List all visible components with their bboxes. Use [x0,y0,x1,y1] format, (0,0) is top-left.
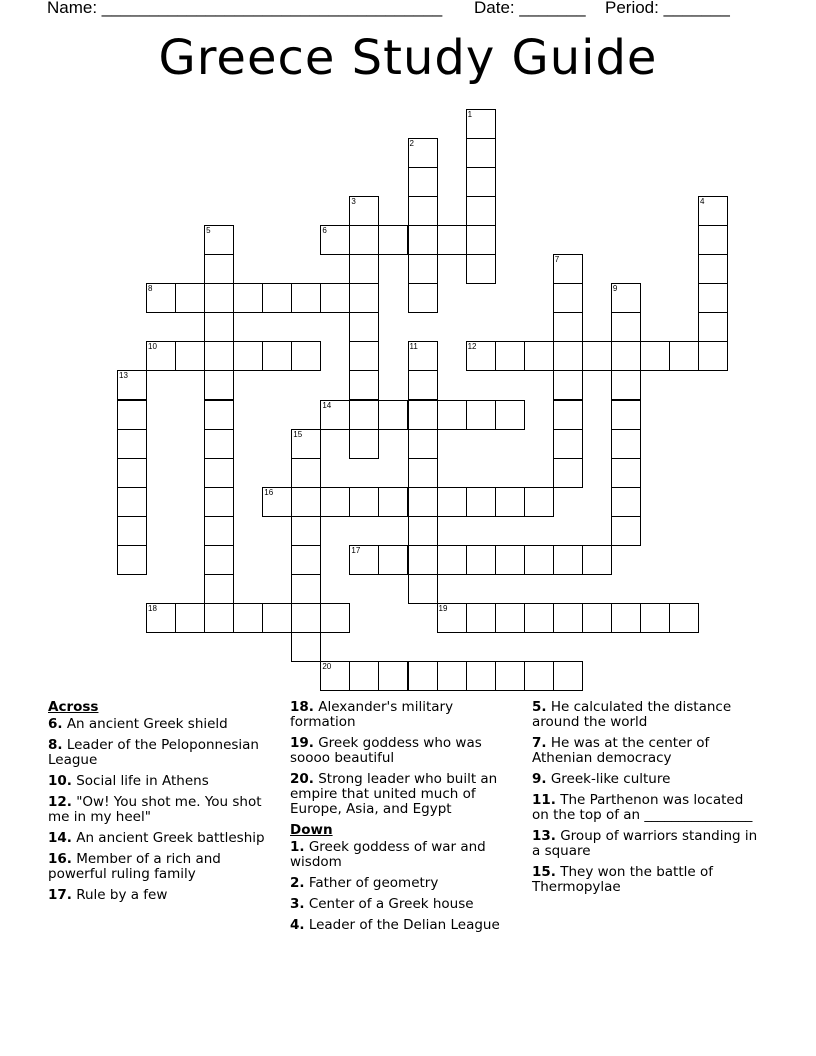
grid-cell[interactable] [408,167,438,197]
down-clues-list-continued [532,700,764,895]
clue-11: 11. The Parthenon was located on the top of an ________________ [532,792,753,823]
clue-12: 12. "Ow! You shot me. You shot me in my heel" [48,794,262,825]
grid-cell[interactable] [408,429,438,459]
grid-cell[interactable] [320,603,350,633]
grid-cell[interactable] [291,516,321,546]
clue-column-2 [290,700,520,939]
grid-cell[interactable] [291,632,321,662]
grid-cell[interactable] [408,545,438,575]
clue-number-1: 1 [467,110,473,119]
grid-cell[interactable] [291,341,321,371]
name-field[interactable]: Name: ____________________________________ [47,0,443,17]
grid-cell[interactable] [466,225,496,255]
grid-cell[interactable] [553,458,583,488]
grid-cell[interactable] [378,400,408,430]
clue-20: 20. Strong leader who built an empire that united much of Europe, Asia, and Egypt [290,771,498,817]
grid-cell[interactable] [495,661,525,691]
clue-number-19: 19 [438,603,448,613]
grid-cell[interactable] [553,603,583,633]
period-field[interactable]: Period: _______ [605,0,730,17]
clue-2: 2. Father of geometry [290,875,439,891]
clue-column-3 [532,700,764,901]
grid-cell[interactable] [349,312,379,342]
grid-cell[interactable] [291,574,321,604]
grid-cell[interactable] [611,603,641,633]
grid-cell[interactable] [582,603,612,633]
clue-number-4: 4 [700,197,705,207]
grid-cell[interactable] [117,400,147,430]
grid-cell[interactable] [291,603,321,633]
grid-cell[interactable] [698,225,728,255]
grid-cell[interactable] [466,603,496,633]
grid-cell[interactable] [437,225,467,255]
grid-cell[interactable] [233,603,263,633]
grid-cell[interactable] [349,283,379,313]
clue-3: 3. Center of a Greek house [290,896,474,912]
grid-cell[interactable] [175,341,205,371]
student-info-line [47,0,767,20]
grid-cell[interactable] [349,254,379,284]
grid-cell[interactable] [553,545,583,575]
grid-cell[interactable] [204,603,234,633]
grid-cell[interactable] [117,429,147,459]
grid-cell[interactable] [553,400,583,430]
grid-cell[interactable] [611,516,641,546]
grid-cell[interactable] [698,341,728,371]
grid-cell[interactable] [466,254,496,284]
grid-cell[interactable] [204,254,234,284]
grid-cell[interactable] [466,196,496,226]
grid-cell[interactable] [204,283,234,313]
grid-cell[interactable] [175,283,205,313]
grid-cell[interactable] [117,458,147,488]
clue-9: 9. Greek-like culture [532,771,671,787]
clue-number-6: 6 [322,226,327,236]
grid-cell[interactable] [466,400,496,430]
grid-cell[interactable] [117,545,147,575]
grid-cell[interactable] [553,370,583,400]
grid-cell[interactable] [437,487,467,517]
grid-cell[interactable] [408,487,438,517]
grid-cell[interactable] [611,341,641,371]
clue-number-13: 13 [119,371,128,381]
grid-cell[interactable] [495,603,525,633]
clue-number-11: 11 [409,342,418,352]
grid-cell[interactable] [553,341,583,371]
clue-18: 18. Alexander's military formation [290,699,454,730]
across-clues-list-continued [290,700,520,817]
grid-cell[interactable] [291,458,321,488]
grid-cell[interactable] [466,487,496,517]
clue-number-2: 2 [409,139,414,149]
grid-cell[interactable] [611,312,641,342]
across-clues-list [48,717,278,903]
clue-1: 1. Greek goddess of war and wisdom [290,839,486,870]
grid-cell[interactable] [408,370,438,400]
clue-13: 13. Group of warriors standing in a square [532,828,758,859]
grid-cell[interactable] [408,400,438,430]
grid-cell[interactable] [524,603,554,633]
grid-cell[interactable] [437,661,467,691]
grid-cell[interactable] [349,400,379,430]
grid-cell[interactable] [408,516,438,546]
down-clues-list [290,840,520,933]
grid-cell[interactable] [262,341,292,371]
clue-number-20: 20 [322,661,332,671]
grid-cell[interactable] [204,545,234,575]
clue-19: 19. Greek goddess who was soooo beautiful [290,735,482,766]
grid-cell[interactable] [553,661,583,691]
grid-cell[interactable] [669,341,699,371]
clue-17: 17. Rule by a few [48,887,168,903]
clue-16: 16. Member of a rich and powerful ruling family [48,851,221,882]
grid-cell[interactable] [262,283,292,313]
grid-cell[interactable] [320,283,350,313]
clue-number-3: 3 [351,197,356,207]
clue-14: 14. An ancient Greek battleship [48,830,265,846]
grid-cell[interactable] [349,225,379,255]
grid-cell[interactable] [175,603,205,633]
clue-number-16: 16 [264,487,274,497]
grid-cell[interactable] [204,341,234,371]
clue-number-8: 8 [148,284,153,294]
grid-cell[interactable] [640,341,670,371]
grid-cell[interactable] [204,574,234,604]
grid-cell[interactable] [466,545,496,575]
clue-number-5: 5 [206,226,211,236]
grid-cell[interactable] [349,487,379,517]
clue-5: 5. He calculated the distance around the world [532,699,732,730]
grid-cell[interactable] [233,283,263,313]
grid-cell[interactable] [204,312,234,342]
clue-number-7: 7 [554,255,560,265]
clue-number-15: 15 [293,429,303,439]
grid-cell[interactable] [291,545,321,575]
grid-cell[interactable] [378,487,408,517]
grid-cell[interactable] [349,341,379,371]
grid-cell[interactable] [466,167,496,197]
grid-cell[interactable] [349,429,379,459]
grid-cell[interactable] [437,400,467,430]
page-title: Greece Study Guide [158,30,658,86]
grid-cell[interactable] [698,283,728,313]
clue-column-1 [48,700,278,909]
grid-cell[interactable] [466,661,496,691]
grid-cell[interactable] [262,603,292,633]
grid-cell[interactable] [611,487,641,517]
grid-cell[interactable] [408,661,438,691]
clue-number-14: 14 [322,400,332,410]
grid-cell[interactable] [437,545,467,575]
grid-cell[interactable] [611,400,641,430]
grid-cell[interactable] [349,661,379,691]
across-heading: Across [48,699,99,715]
date-field[interactable]: Date: _______ [474,0,586,17]
grid-cell[interactable] [553,429,583,459]
grid-cell[interactable] [524,341,554,371]
grid-cell[interactable] [466,138,496,168]
grid-cell[interactable] [408,254,438,284]
clue-number-12: 12 [467,342,477,352]
grid-cell[interactable] [640,603,670,633]
grid-cell[interactable] [291,487,321,517]
grid-cell[interactable] [408,458,438,488]
grid-cell[interactable] [408,225,438,255]
grid-cell[interactable] [204,400,234,430]
grid-cell[interactable] [495,545,525,575]
grid-cell[interactable] [408,574,438,604]
clue-6: 6. An ancient Greek shield [48,716,228,732]
grid-cell[interactable] [611,429,641,459]
grid-cell[interactable] [204,487,234,517]
clue-8: 8. Leader of the Peloponnesian League [48,737,259,768]
grid-cell[interactable] [378,225,408,255]
grid-cell[interactable] [495,400,525,430]
grid-cell[interactable] [320,487,350,517]
grid-cell[interactable] [669,603,699,633]
grid-cell[interactable] [553,283,583,313]
grid-cell[interactable] [611,370,641,400]
clue-number-9: 9 [612,284,618,294]
clue-4: 4. Leader of the Delian League [290,917,500,933]
grid-cell[interactable] [378,545,408,575]
down-heading: Down [290,822,333,838]
grid-cell[interactable] [553,312,583,342]
grid-cell[interactable] [408,283,438,313]
grid-cell[interactable] [698,254,728,284]
grid-cell[interactable] [378,661,408,691]
clue-10: 10. Social life in Athens [48,773,209,789]
grid-cell[interactable] [349,370,379,400]
grid-cell[interactable] [204,458,234,488]
grid-cell[interactable] [495,487,525,517]
grid-cell[interactable] [204,370,234,400]
grid-cell[interactable] [117,516,147,546]
clue-number-17: 17 [351,545,361,555]
grid-cell[interactable] [204,516,234,546]
grid-cell[interactable] [233,341,263,371]
grid-cell[interactable] [408,196,438,226]
clue-number-18: 18 [148,603,157,613]
clue-15: 15. They won the battle of Thermopylae [532,864,713,895]
grid-cell[interactable] [582,341,612,371]
grid-cell[interactable] [204,429,234,459]
grid-cell[interactable] [495,341,525,371]
grid-cell[interactable] [582,545,612,575]
clue-number-10: 10 [148,342,157,352]
grid-cell[interactable] [117,487,147,517]
grid-cell[interactable] [524,487,554,517]
grid-cell[interactable] [698,312,728,342]
grid-cell[interactable] [524,545,554,575]
clue-7: 7. He was at the center of Athenian democracy [532,735,710,766]
grid-cell[interactable] [611,458,641,488]
grid-cell[interactable] [524,661,554,691]
grid-cell[interactable] [291,283,321,313]
